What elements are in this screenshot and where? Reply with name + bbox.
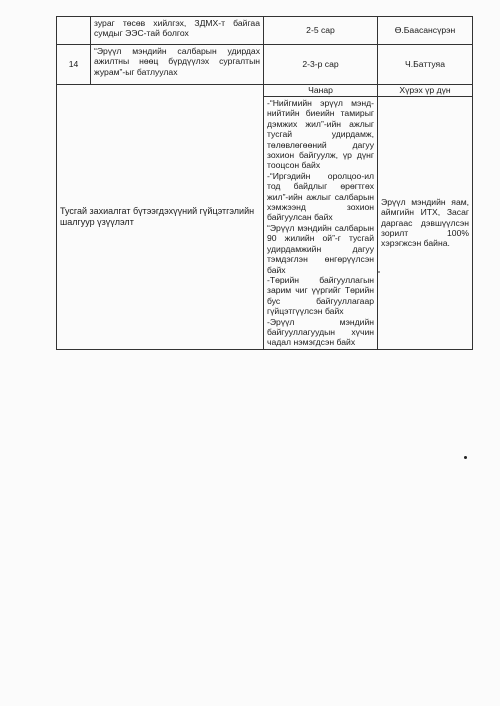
scan-speck xyxy=(378,271,380,273)
quality-item: “Эрүүл мэндийн салбарын 90 жилийн ой”-г тусгай удирдамжийн дагуу тэмдэглэн өнгөрүүлсэн байх xyxy=(267,222,375,275)
responsible-person: Ө.Баасансүрэн xyxy=(378,17,473,45)
quality-header: Чанар xyxy=(264,85,378,97)
activity-text: “Эрүүл мэндийн салбарын удирдах ажилтны нөөц бүрдүүлэх сургалтын журам”-ыг батлуулах xyxy=(91,45,264,85)
scan-speck xyxy=(464,456,467,459)
quality-item: -Эрүүл мэндийн байгууллагуудын хүчин чадал нэмэгдсэн байх xyxy=(267,316,375,348)
table-row-continued xyxy=(57,17,473,45)
criteria-label: Тусгай захиалгат бүтээгдэхүүний гүйцэтгэлийн шалгуур үзүүлэлт xyxy=(57,85,264,350)
quality-list xyxy=(264,97,378,350)
quality-item: -Төрийн байгууллагын зарим чиг үүргийг Төрийн бус байгууллагаар гүйцэтгүүлсэн байх xyxy=(267,274,375,317)
result-header: Хүрэх үр дүн xyxy=(378,85,473,97)
row-number: 14 xyxy=(57,45,91,85)
responsible-person: Ч.Баттуяа xyxy=(378,45,473,85)
plan-table xyxy=(56,16,473,350)
expected-result: Эрүүл мэндийн яам, аймгийн ИТХ, Засаг даргаас дэвшүүлсэн зорилт 100% хэрэгжсэн байна. xyxy=(378,97,473,350)
table-row-14 xyxy=(57,45,473,85)
criteria-header-row xyxy=(57,85,473,97)
term-cell: 2-3-р сар xyxy=(264,45,378,85)
quality-item: -“Нийгмийн эрүүл мэнд-нийтийн биеийн тамирыг дэмжих жил”-ийн ажлыг тусгай удирдамж, төлөвлөгөөний дагуу зохион байгуулж, үр дүнг тооцсон байх xyxy=(267,98,375,171)
quality-item: -“Иргэдийн оролцоо-ил тод байдлыг өрөгтгөх жил”-ийн ажлыг салбарын хэмжээнд зохион байгуулсан байх xyxy=(267,170,375,223)
row-number-cell xyxy=(57,17,91,45)
term-cell: 2-5 сар xyxy=(264,17,378,45)
activity-text: зураг төсөв хийлгэх, ЗДМХ-т байгаа сумдыг ЭЭС-тай болгох xyxy=(91,17,264,45)
